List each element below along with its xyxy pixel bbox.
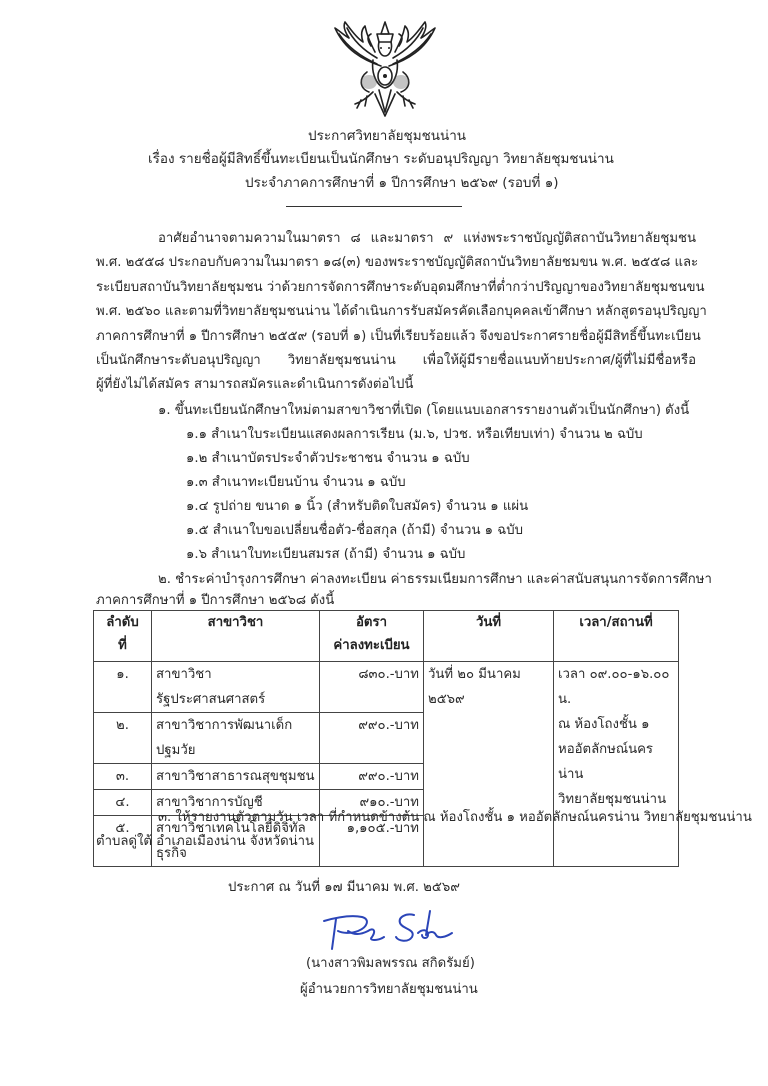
signature-icon (318, 905, 468, 955)
time-place-line: ณ ห้องโถงชั้น ๑ (558, 717, 650, 732)
section-2-line: ภาคการศึกษาที่ ๑ ปีการศึกษา ๒๕๖๘ ดังนี้ (96, 593, 335, 608)
registration-time-place (554, 662, 679, 867)
section-1-heading: ๑. ขึ้นทะเบียนนักศึกษาใหม่ตามสาขาวิชาที่เปิด (โดยแนบเอกสารรายงานตัวเป็นนักศึกษา) ดังนี้ (158, 403, 690, 418)
row-fee: ๙๑๐.-บาท (320, 790, 424, 816)
header-time-place: เวลา/สถานที่ (554, 611, 679, 662)
section-1-item: ๑.๓ สำเนาทะเบียนบ้าน จำนวน ๑ ฉบับ (186, 475, 406, 490)
row-fee: ๙๙๐.-บาท (320, 764, 424, 790)
row-number: ๔. (94, 790, 152, 816)
row-number: ๒. (94, 713, 152, 764)
header-order-line: ลำดับ (106, 615, 139, 630)
row-fee: ๑,๑๐๕.-บาท (320, 816, 424, 867)
row-number: ๑. (94, 662, 152, 713)
signer-name: (นางสาวพิมลพรรณ สกิดรัมย์) (306, 956, 475, 971)
header-divider (286, 206, 462, 207)
registration-date: วันที่ ๒๐ มีนาคม ๒๕๖๙ (424, 662, 554, 867)
row-number: ๕. (94, 816, 152, 867)
announcement-title: ประกาศวิทยาลัยชุมชนน่าน (308, 128, 467, 144)
row-program: สาขาวิชาเทคโนโลยีดิจิทัลธุรกิจ (152, 816, 320, 867)
table-row (94, 662, 679, 713)
announcement-date: ประกาศ ณ วันที่ ๑๗ มีนาคม พ.ศ. ๒๕๖๙ (228, 880, 460, 895)
section-3-line: ตำบลดู่ใต้ อำเภอเมืองน่าน จังหวัดน่าน (96, 834, 315, 849)
section-3-line: ๓. ให้รายงานตัวตามวัน เวลา ที่กำหนดข้างต้น ณ ห้องโถงชั้น ๑ หออัตลักษณ์นครน่าน วิทยาลัยชุมชนน่าน (158, 810, 752, 825)
row-program: สาขาวิชาการบัญชี (152, 790, 320, 816)
preamble-line: เป็นนักศึกษาระดับอนุปริญญา วิทยาลัยชุมชนน่าน เพื่อให้ผู้มีรายชื่อแนบท้ายประกาศ/ผู้ที่ไม่มีชื่อหรือ (96, 353, 696, 369)
garuda-emblem-icon (323, 16, 447, 120)
preamble-line: อาศัยอำนาจตามความในมาตรา ๘ และมาตรา ๙ แห่งพระราชบัญญัติสถาบันวิทยาลัยชุมชน (158, 231, 696, 246)
section-1-item: ๑.๑ สำเนาใบระเบียนแสดงผลการเรียน (ม.๖, ปวช. หรือเทียบเท่า) จำนวน ๒ ฉบับ (186, 427, 643, 442)
header-fee-line: ค่าลงทะเบียน (333, 638, 410, 653)
row-fee: ๘๓๐.-บาท (320, 662, 424, 713)
time-place-line: หออัตลักษณ์นครน่าน (558, 742, 654, 782)
row-program: สาขาวิชาสาธารณสุขชุมชน (152, 764, 320, 790)
section-1-item: ๑.๖ สำเนาใบทะเบียนสมรส (ถ้ามี) จำนวน ๑ ฉบับ (186, 547, 466, 562)
time-place-line: เวลา ๐๙.๐๐-๑๖.๐๐ น. (558, 667, 670, 707)
header-program: สาขาวิชา (152, 611, 320, 662)
header-fee (320, 611, 424, 662)
section-1-item: ๑.๕ สำเนาใบขอเปลี่ยนชื่อตัว-ชื่อสกุล (ถ้ามี) จำนวน ๑ ฉบับ (186, 523, 523, 538)
table-header-row (94, 611, 679, 662)
section-1-item: ๑.๔ รูปถ่าย ขนาด ๑ นิ้ว (สำหรับติดใบสมัคร) จำนวน ๑ แผ่น (186, 499, 529, 514)
signer-position: ผู้อำนวยการวิทยาลัยชุมชนน่าน (300, 982, 478, 997)
row-program: สาขาวิชารัฐประศาสนศาสตร์ (152, 662, 320, 713)
announcement-subject: เรื่อง รายชื่อผู้มีสิทธิ์ขึ้นทะเบียนเป็นนักศึกษา ระดับอนุปริญญา วิทยาลัยชุมชนน่าน (148, 151, 614, 167)
announcement-term: ประจำภาคการศึกษาที่ ๑ ปีการศึกษา ๒๕๖๙ (รอบที่ ๑) (245, 175, 559, 191)
header-date: วันที่ (424, 611, 554, 662)
preamble-line: ระเบียบสถาบันวิทยาลัยชุมชน ว่าด้วยการจัดการศึกษาระดับอุดมศึกษาที่ต่ำกว่าปริญญาของวิทยาลัยชุมชนขน (96, 279, 705, 295)
section-2-line: ๒. ชำระค่าบำรุงการศึกษา ค่าลงทะเบียน ค่าธรรมเนียมการศึกษา และค่าสนับสนุนการจัดการศึกษา (158, 572, 712, 587)
preamble-line: พ.ศ. ๒๕๖๐ และตามที่วิทยาลัยชุมชนน่าน ได้ดำเนินการรับสมัครคัดเลือกบุคคลเข้าศึกษา หลักสูตรอนุปริญญา (96, 304, 707, 320)
time-place-line: วิทยาลัยชุมชนน่าน (558, 792, 667, 807)
preamble-line: ผู้ที่ยังไม่ได้สมัคร สามารถสมัครและดำเนินการดังต่อไปนี้ (96, 377, 414, 393)
preamble-paragraph (96, 227, 707, 398)
row-fee: ๙๙๐.-บาท (320, 713, 424, 764)
preamble-line: ภาคการศึกษาที่ ๑ ปีการศึกษา ๒๕๕๙ (รอบที่ ๑) เป็นที่เรียบร้อยแล้ว จึงขอประกาศรายชื่อผู้มีสิทธิ์ขึ้นทะเบียน (96, 328, 701, 344)
preamble-line: พ.ศ. ๒๕๕๘ ประกอบกับความในมาตรา ๑๘(๓) ของพระราชบัญญัติสถาบันวิทยาลัยชมขน พ.ศ. ๒๕๕๘ และ (96, 255, 699, 271)
header-fee-line: อัตรา (356, 615, 387, 630)
header-order (94, 611, 152, 662)
header-order-line: ที่ (118, 638, 127, 653)
row-program: สาขาวิชาการพัฒนาเด็กปฐมวัย (152, 713, 320, 764)
row-number: ๓. (94, 764, 152, 790)
section-1-item: ๑.๒ สำเนาบัตรประจำตัวประชาชน จำนวน ๑ ฉบับ (186, 451, 470, 466)
